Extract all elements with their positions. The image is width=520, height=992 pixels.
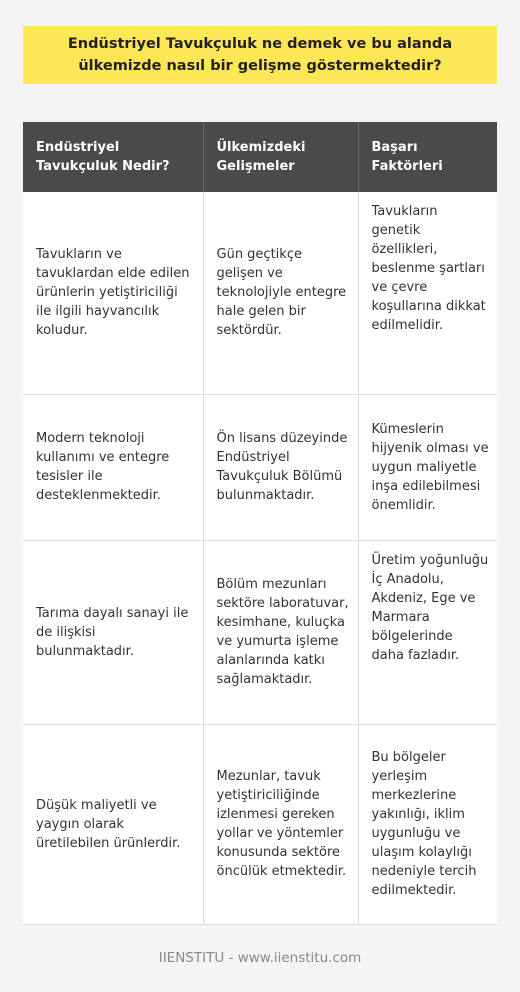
page-title: Endüstriyel Tavukçuluk ne demek ve bu alanda ülkemizde nasıl bir gelişme göstermektedir? — [67, 36, 453, 74]
column-header: Başarı Faktörleri — [358, 122, 497, 192]
table-row — [23, 724, 497, 924]
table-cell: Mezunlar, tavuk yetiştiriciliğinde izlenmesi gereken yollar ve yöntemler konusunda sektöre öncülük etmektedir. — [203, 724, 358, 924]
column-header: Endüstriyel Tavukçuluk Nedir? — [23, 122, 203, 192]
table-cell: Düşük maliyetli ve yaygın olarak üretilebilen ürünlerdir. — [23, 724, 203, 924]
table-cell: Modern teknoloji kullanımı ve entegre tesisler ile desteklenmektedir. — [23, 394, 203, 540]
title-banner — [23, 26, 497, 84]
table-cell: Tavukların ve tavuklardan elde edilen ürünlerin yetiştiriciliği ile ilgili hayvancılık koludur. — [23, 192, 203, 394]
table-cell: Kümeslerin hijyenik olması ve uygun maliyetle inşa edilebilmesi önemlidir. — [358, 394, 497, 540]
table-header-row — [23, 122, 497, 192]
table-cell: Bölüm mezunları sektöre laboratuvar, kesimhane, kuluçka ve yumurta işleme alanlarında katkı sağlamaktadır. — [203, 540, 358, 724]
table-cell: Ön lisans düzeyinde Endüstriyel Tavukçuluk Bölümü bulunmaktadır. — [203, 394, 358, 540]
table-row — [23, 394, 497, 540]
table-cell: Tavukların genetik özellikleri, beslenme şartları ve çevre koşullarına dikkat edilmelidir. — [358, 192, 497, 394]
table-row — [23, 540, 497, 724]
table-cell: Üretim yoğunluğu İç Anadolu, Akdeniz, Ege ve Marmara bölgelerinde daha fazladır. — [358, 540, 497, 724]
column-header: Ülkemizdeki Gelişmeler — [203, 122, 358, 192]
comparison-table — [23, 122, 497, 925]
table-cell: Gün geçtikçe gelişen ve teknolojiyle entegre hale gelen bir sektördür. — [203, 192, 358, 394]
footer-credit: IIENSTITU - www.iienstitu.com — [158, 950, 362, 966]
table-cell: Tarıma dayalı sanayi ile de ilişkisi bulunmaktadır. — [23, 540, 203, 724]
table-row — [23, 192, 497, 394]
table-cell: Bu bölgeler yerleşim merkezlerine yakınlığı, iklim uygunluğu ve ulaşım kolaylığı nedeniyle tercih edilmektedir. — [358, 724, 497, 924]
